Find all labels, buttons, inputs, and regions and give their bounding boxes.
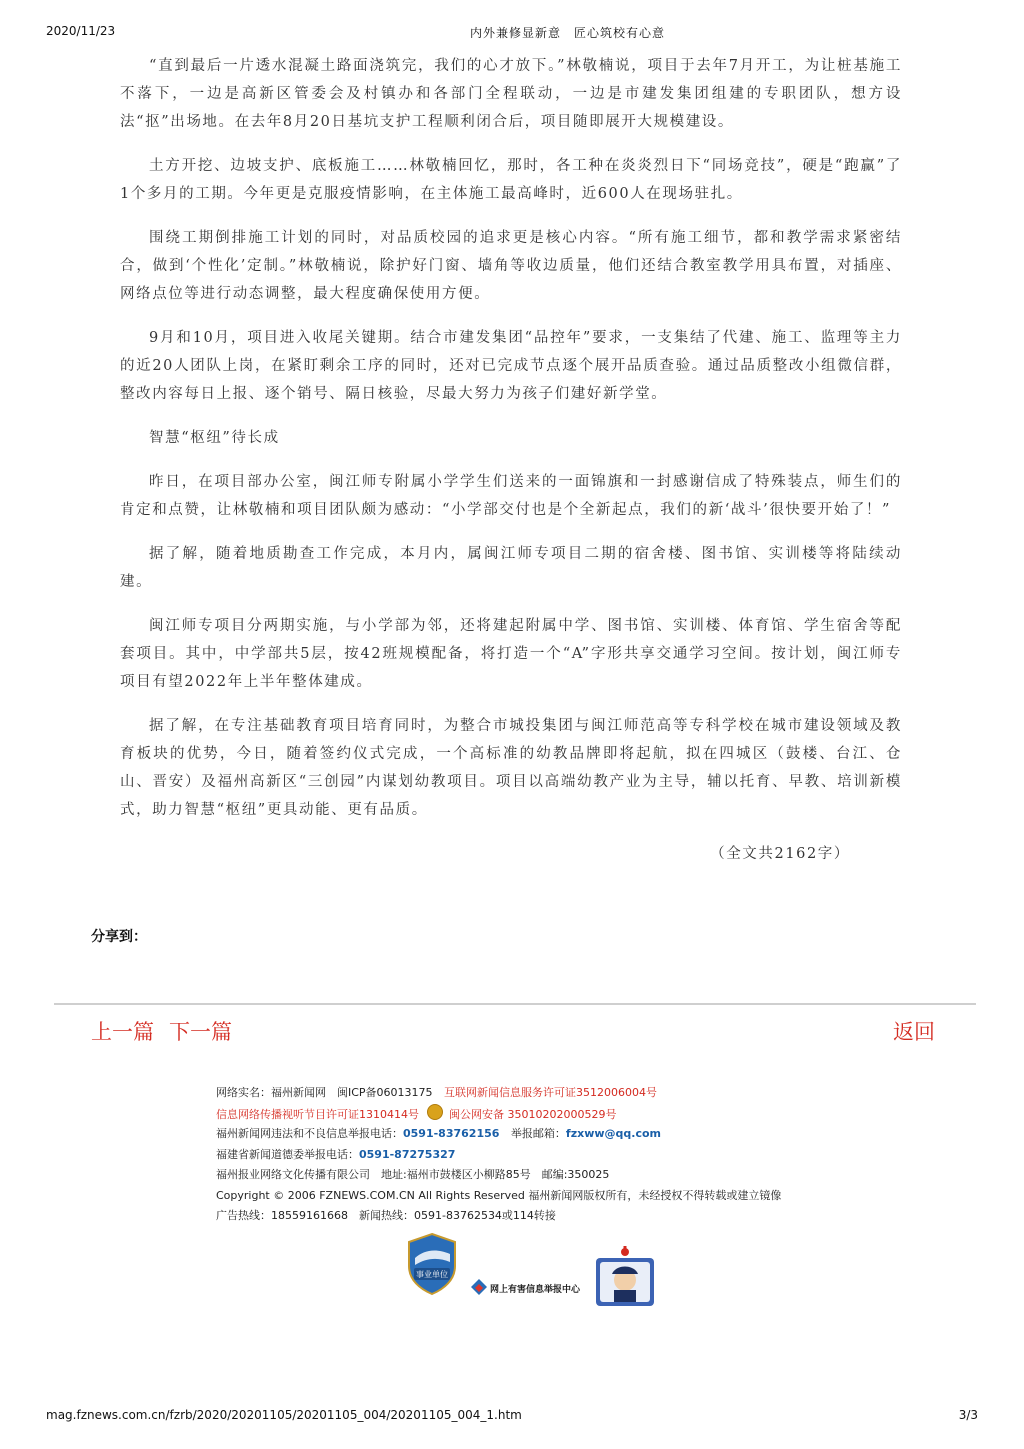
article-paragraph: “直到最后一片透水混凝土路面浇筑完，我们的心才放下。”林敬楠说，项目于去年7月开工，为让桩基施工不落下，一边是高新区管委会及村镇办和各部门全程联动，一边是市建发集团组建的专职团队，想方设法“抠”出场地。在去年8月20日基坑支护工程顺利闭合后，项目随即展开大规模建设。 bbox=[120, 58, 902, 130]
back-link[interactable]: 返回 bbox=[893, 1020, 935, 1044]
article-paragraph: 闽江师专项目分两期实施，与小学部为邻，还将建起附属中学、图书馆、实训楼、体育馆、学生宿舍等配套项目。其中，中学部共5层，按42班规模配备，将打造一个“A”字形共享交通学习空间。按计划，闽江师专项目有望2022年上半年整体建成。 bbox=[120, 618, 902, 690]
next-article-link[interactable]: 下一篇 bbox=[169, 1020, 232, 1044]
divider bbox=[54, 1003, 976, 1005]
company-address: 福州报业网络文化传播有限公司 地址:福州市鼓楼区小柳路85号 邮编:350025 bbox=[216, 1168, 610, 1181]
unit-badge-label: 事业单位 bbox=[416, 1270, 448, 1279]
article-paragraph: 9月和10月，项目进入收尾关键期。结合市建发集团“品控年”要求，一支集结了代建、施工、监理等主力的近20人团队上岗，在紧盯剩余工序的同时，还对已完成节点逐个展开品质查验。通过品质整改小组微信群，整改内容每日上报、逐个销号、隔日核验，尽最大努力为孩子们建好新学堂。 bbox=[120, 330, 902, 402]
report-email-label: 举报邮箱： bbox=[510, 1127, 566, 1140]
article-subheading: 智慧“枢纽”待长成 bbox=[149, 430, 280, 446]
copyright: Copyright © 2006 FZNEWS.COM.CN All Rights Reserved 福州新闻网版权所有，未经授权不得转载或建立镜像 bbox=[216, 1188, 782, 1202]
article-paragraph: 据了解，在专注基础教育项目培育同时，为整合市城投集团与闽江师范高等专科学校在城市建设领域及教育板块的优势，今日，随着签约仪式完成，一个高标准的幼教品牌即将起航，拟在四城区（鼓楼、台江、仓山、晋安）及福州高新区“三创园”内谋划幼教项目。项目以高端幼教产业为主导，辅以托育、早教、培训新模式，助力智慧“枢纽”更具动能、更有品质。 bbox=[120, 718, 902, 818]
report-phone: 0591-83762156 bbox=[403, 1127, 500, 1140]
site-footer bbox=[216, 1083, 836, 1227]
article-paragraph: 围绕工期倒排施工计划的同时，对品质校园的追求更是核心内容。“所有施工细节，都和教学需求紧密结合，做到‘个性化’定制。”林敬楠说，除护好门窗、墙角等收边质量，他们还结合教室教学用具布置，对插座、网络点位等进行动态调整，最大程度确保使用方便。 bbox=[120, 230, 902, 302]
report-center-label: 网上有害信息举报中心 bbox=[490, 1285, 581, 1295]
cyber-police-badge[interactable] bbox=[592, 1244, 658, 1310]
footer-icp: 网络实名：福州新闻网 闽ICP备06013175 bbox=[216, 1086, 433, 1099]
print-url: mag.fznews.com.cn/fzrb/2020/20201105/20201105_004/20201105_004_1.htm bbox=[46, 1408, 522, 1422]
report-logo-icon bbox=[470, 1278, 488, 1300]
av-license-link[interactable]: 信息网络传播视听节目许可证1310414号 bbox=[216, 1107, 419, 1121]
print-header bbox=[0, 24, 1024, 42]
prev-article-link[interactable]: 上一篇 bbox=[91, 1020, 154, 1044]
ethics-phone-label: 福建省新闻道德委举报电话： bbox=[216, 1147, 359, 1161]
print-page-title: 内外兼修显新意 匠心筑校有心意 bbox=[470, 26, 666, 40]
shield-icon bbox=[406, 1232, 458, 1296]
public-institution-badge[interactable] bbox=[406, 1232, 458, 1296]
article-paragraph: 昨日，在项目部办公室，闽江师专附属小学学生们送来的一面锦旗和一封感谢信成了特殊装点，师生们的肯定和点赞，让林敬楠和项目团队颇为感动：“小学部交付也是个全新起点，我们的新‘战斗’很快要开始了！” bbox=[120, 474, 902, 518]
cyber-police-icon bbox=[592, 1244, 658, 1310]
word-count: （全文共2162字） bbox=[710, 846, 850, 862]
article-paragraph: 据了解，随着地质勘查工作完成，本月内，属闽江师专项目二期的宿舍楼、图书馆、实训楼等将陆续动建。 bbox=[120, 546, 902, 590]
ethics-phone: 0591-87275327 bbox=[359, 1147, 456, 1161]
print-page-number: 3/3 bbox=[958, 1408, 978, 1422]
certification-badges bbox=[0, 1232, 1024, 1312]
hotlines: 广告热线：18559161668 新闻热线：0591-83762534或114转接 bbox=[216, 1209, 556, 1222]
police-badge-icon bbox=[427, 1104, 443, 1120]
print-footer bbox=[0, 1408, 1024, 1426]
harmful-info-report-badge[interactable] bbox=[470, 1278, 592, 1302]
report-phone-label: 福州新闻网违法和不良信息举报电话： bbox=[216, 1127, 403, 1140]
print-date: 2020/11/23 bbox=[46, 24, 116, 38]
public-security-link[interactable]: 闽公网安备 35010202000529号 bbox=[449, 1107, 617, 1121]
article-paragraph: 土方开挖、边坡支护、底板施工……林敬楠回忆，那时，各工种在炎炎烈日下“同场竞技”，硬是“跑赢”了1个多月的工期。今年更是克服疫情影响，在主体施工最高峰时，近600人在现场驻扎。 bbox=[120, 158, 902, 202]
article-body bbox=[120, 52, 902, 884]
report-email-link[interactable]: fzxww@qq.com bbox=[565, 1127, 661, 1140]
share-label: 分享到： bbox=[91, 929, 147, 945]
news-license-link[interactable]: 互联网新闻信息服务许可证3512006004号 bbox=[444, 1086, 658, 1099]
